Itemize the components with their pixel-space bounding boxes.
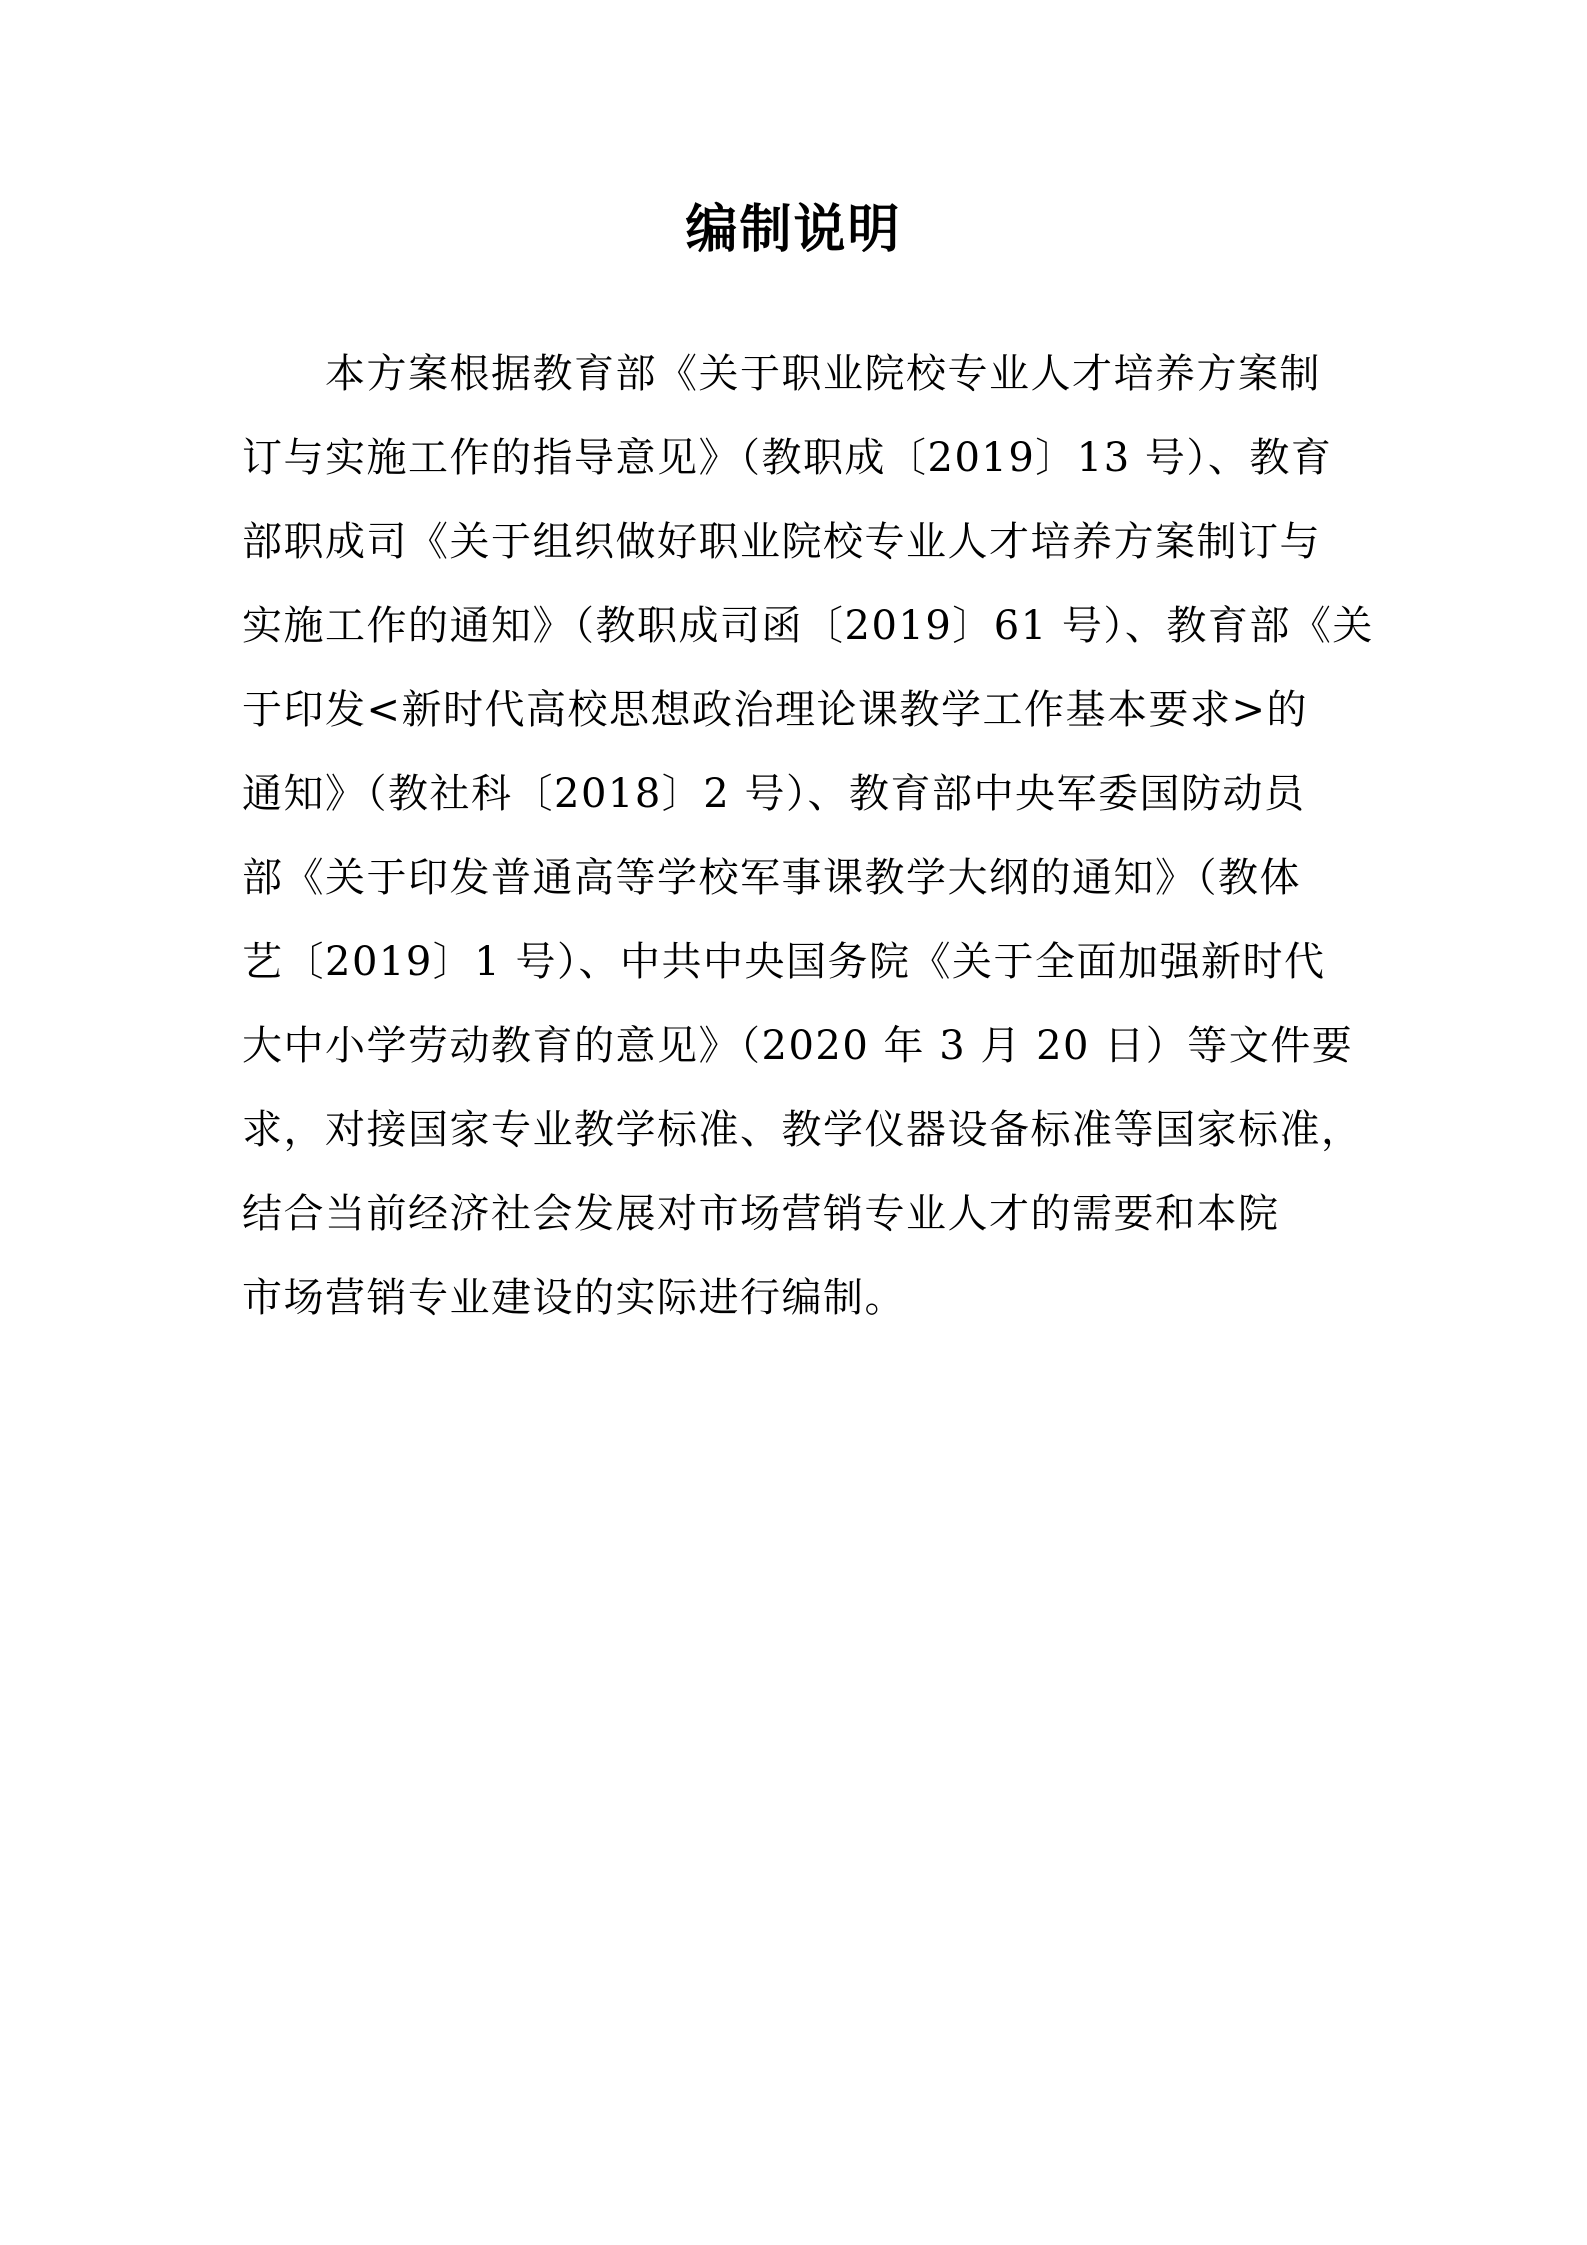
body-line: 实施工作的通知》（教职成司函〔2019〕61 号）、教育部《关 (242, 603, 1374, 649)
body-line: 通知》（教社科〔2018〕2 号）、教育部中央军委国防动员 (242, 771, 1306, 817)
body-line: 市场营销专业建设的实际进行编制。 (242, 1275, 906, 1321)
body-line: 部《关于印发普通高等学校军事课教学大纲的通知》（教体 (242, 855, 1301, 901)
body-line: 本方案根据教育部《关于职业院校专业人才培养方案制 (242, 351, 1321, 397)
body-line: 部职成司《关于组织做好职业院校专业人才培养方案制订与 (242, 519, 1321, 565)
body-line: 大中小学劳动教育的意见》（2020 年 3 月 20 日）等文件要 (242, 1023, 1354, 1069)
document-body (242, 332, 1374, 1340)
body-line: 于印发<新时代高校思想政治理论课教学工作基本要求>的 (242, 687, 1309, 733)
body-line: 订与实施工作的指导意见》（教职成〔2019〕13 号）、教育 (242, 435, 1333, 481)
body-line: 结合当前经济社会发展对市场营销专业人才的需要和本院 (242, 1191, 1280, 1237)
body-line: 艺〔2019〕1 号）、中共中央国务院《关于全面加强新时代 (242, 939, 1326, 985)
document-title: 编制说明 (685, 200, 902, 260)
body-line: 求，对接国家专业教学标准、教学仪器设备标准等国家标准， (242, 1107, 1363, 1153)
